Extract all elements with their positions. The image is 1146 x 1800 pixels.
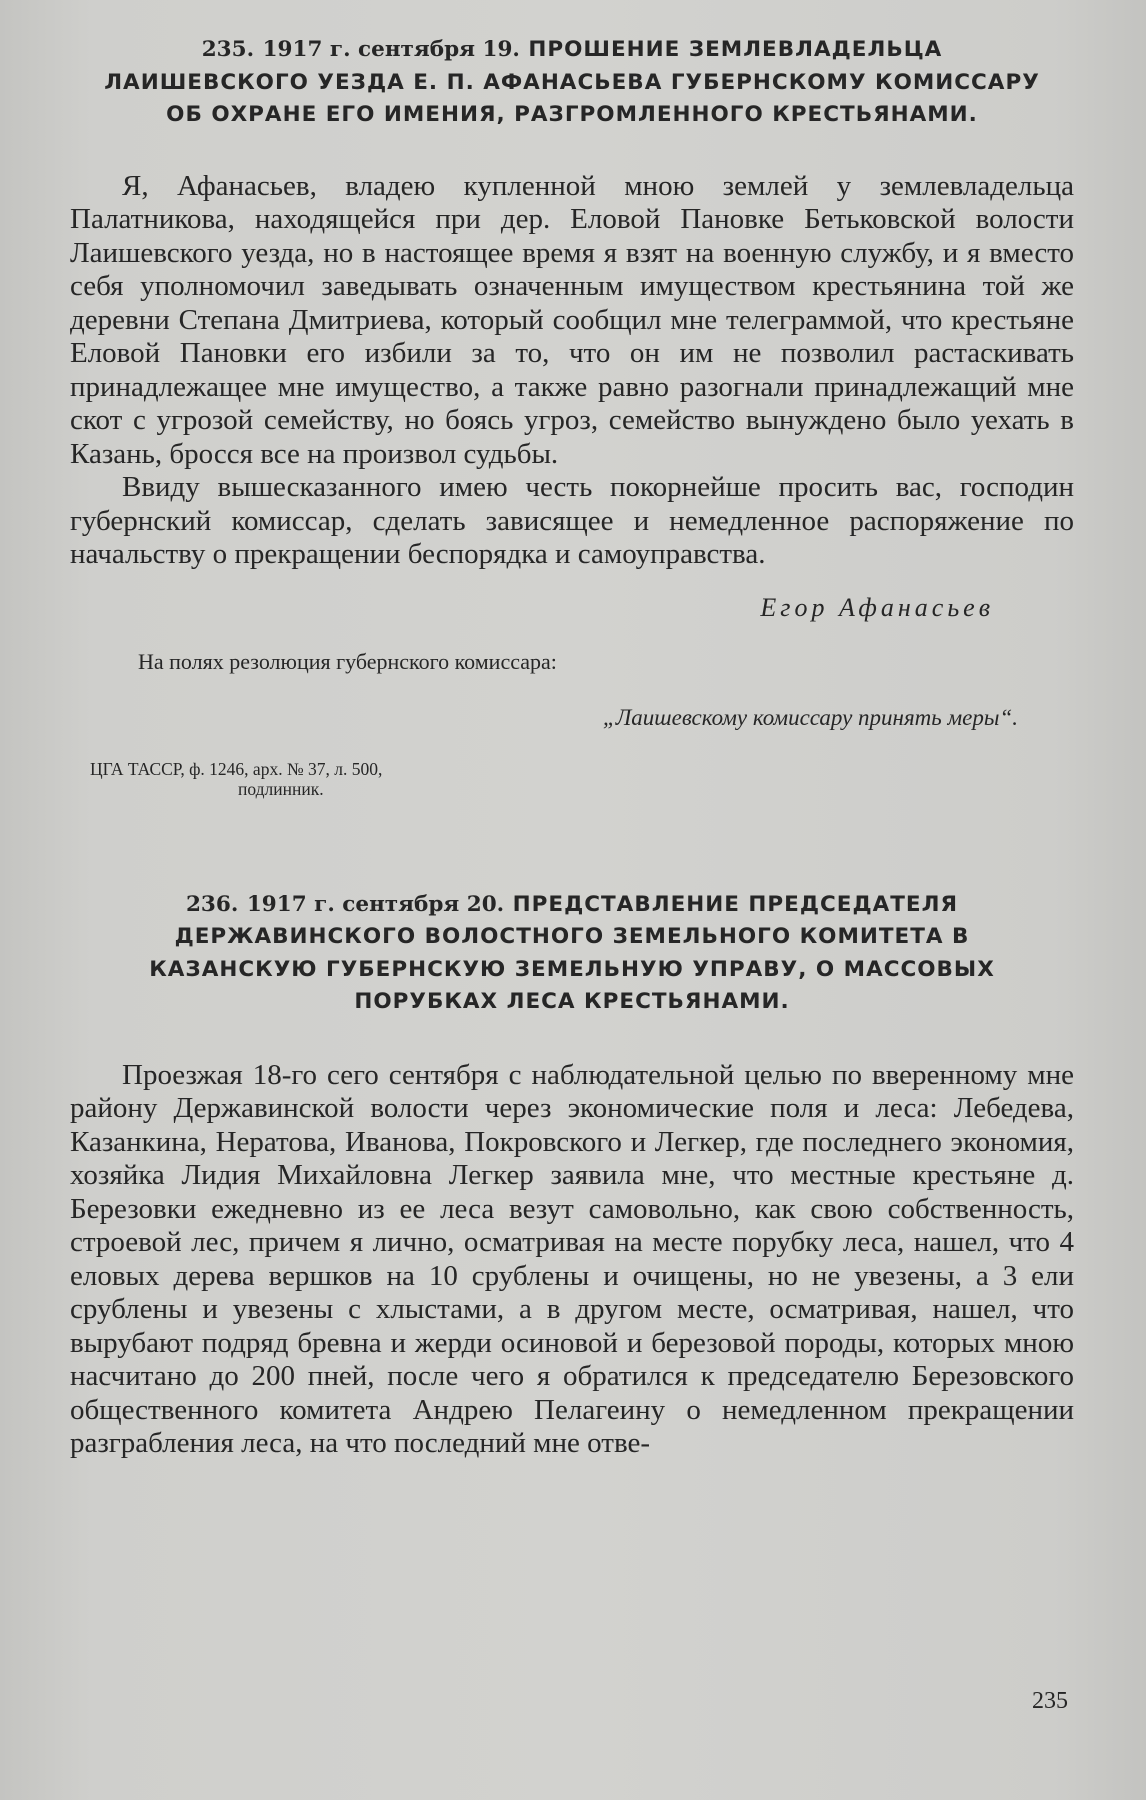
doc-235-title: ПРОШЕНИЕ ЗЕМЛЕВЛАДЕЛЬЦА ЛАИШЕВСКОГО УЕЗДА Е. П. АФАНАСЬЕВА ГУБЕРНСКОМУ КОМИССАРУ ОБ ОХРАНЕ ЕГО ИМЕНИЯ, РАЗГРОМЛЕННОГО КРЕСТЬЯНАМИ. xyxy=(104,37,1040,127)
doc-235-heading xyxy=(100,34,1044,132)
doc-235-paragraph-1: Я, Афанасьев, владею купленной мною землей у землевладельца Палатникова, находящейся при дер. Еловой Пановке Бетьковской волости Лаишевского уезда, но в настоящее время я взят на военную службу, и я вместо себя уполномочил заведывать означенным имуществом крестьянина той же деревни Степана Дмитриева, который сообщил мне телеграммой, что крестьяне Еловой Пановки его избили за то, что он им не позволил растаскивать принадлежащее мне имущество, а также равно разогнали принадлежащий мне скот с угрозой семейству, но боясь угроз, семейство вынуждено было уехать в Казань, бросся все на произвол судьбы. xyxy=(70,169,1074,470)
doc-235-body xyxy=(70,170,1074,572)
doc-235-archive-reference xyxy=(90,759,1074,799)
doc-235-number: 235. xyxy=(201,37,255,62)
doc-236-body xyxy=(70,1059,1074,1461)
doc-236-date: 1917 г. сентября 20. xyxy=(246,891,505,917)
doc-235-margin-note: На полях резолюция губернского комиссара: xyxy=(138,648,557,674)
doc-236-title: ПРЕДСТАВЛЕНИЕ ПРЕДСЕДАТЕЛЯ ДЕРЖАВИНСКОГО ВОЛОСТНОГО ЗЕМЕЛЬНОГО КОМИТЕТА В КАЗАНСКУЮ ГУБЕРНСКУЮ ЗЕМЕЛЬНУЮ УПРАВУ, О МАССОВЫХ ПОРУБКАХ ЛЕСА КРЕСТЬЯНАМИ. xyxy=(149,891,995,1014)
doc-236-paragraph-1: Проезжая 18-го сего сентября с наблюдательной целью по вверенному мне району Державинской волости через экономические поля и леса: Лебедева, Казанкина, Нератова, Иванова, Покровского и Легкер, где последнего экономия, хозяйка Лидия Михайловна Легкер заявила мне, что местные крестьяне д. Березовки ежедневно из ее леса везут самовольно, как свою собственность, строевой лес, причем я лично, осматривая на месте порубку леса, нашел, что 4 еловых дерева вершков на 10 срублены и очищены, но не увезены, а 3 ели срублены и увезены с хлыстами, а в другом месте, осматривая, нашел, что вырубают подряд бревна и жерди осиновой и березовой породы, которых мною насчитано до 200 пней, после чего я обратился к председателю Березовского общественного комитета Андрею Пелагеину о немедленном прекращении разграбления леса, на что последний мне отве- xyxy=(70,1058,1074,1459)
doc-236-heading xyxy=(100,889,1044,1019)
doc-235-resolution: „Лаишевскому комиссару принять меры“. xyxy=(602,704,1018,730)
page-number: 235 xyxy=(1032,1688,1068,1714)
doc-236-number: 236. xyxy=(185,891,239,917)
doc-235-signature: Егор Афанасьев xyxy=(760,592,994,622)
doc-235-paragraph-2: Ввиду вышесказанного имею честь покорнейше просить вас, господин губернский комиссар, сделать зависящее и немедленное распоряжение по начальству о прекращении беспорядка и самоуправства. xyxy=(70,471,1074,570)
archive-line-2: подлинник. xyxy=(238,778,324,799)
doc-235-date: 1917 г. сентября 19. xyxy=(262,37,520,62)
archive-line-1: ЦГА ТАССР, ф. 1246, арх. № 37, л. 500, xyxy=(90,758,383,779)
